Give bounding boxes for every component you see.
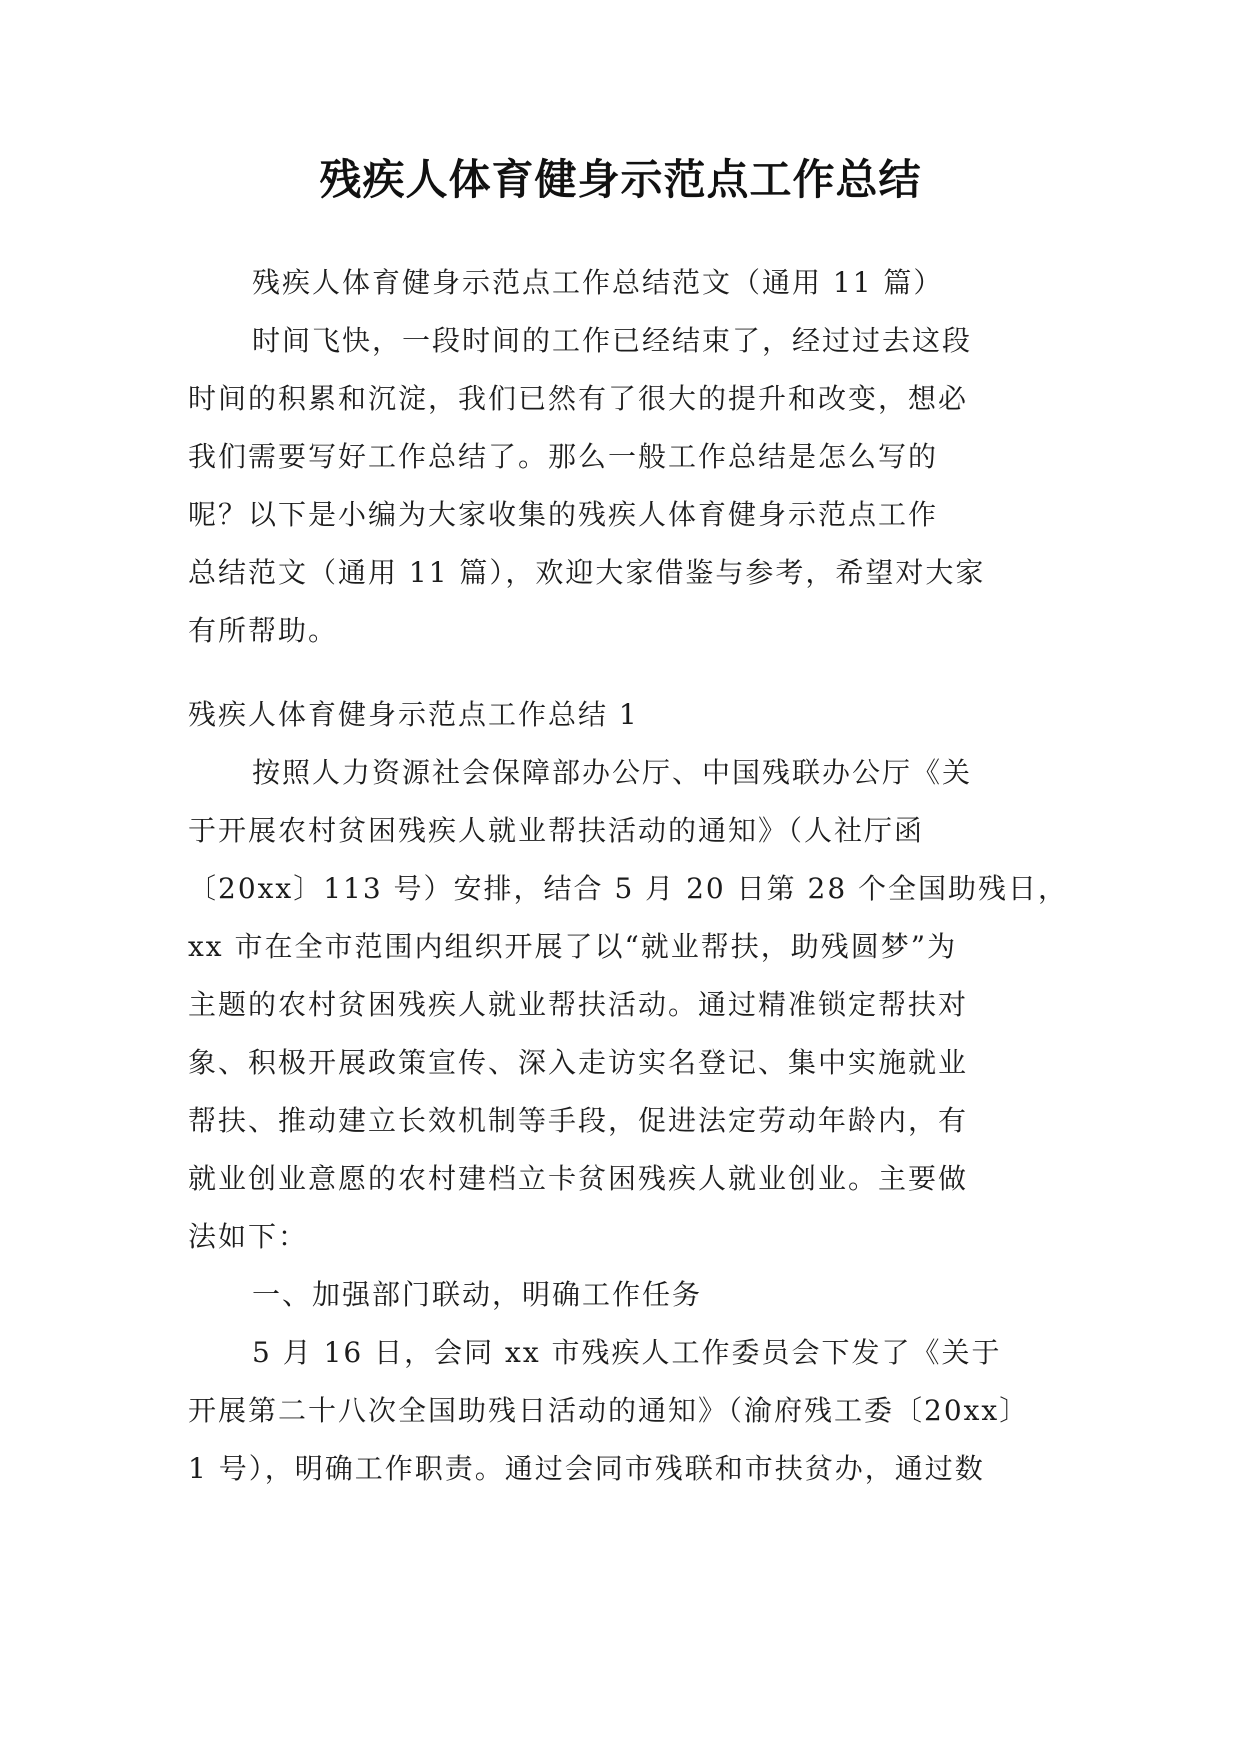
sub-line: 1 号），明确工作职责。通过会同市残联和市扶贫办，通过数: [188, 1452, 985, 1485]
intro-line: 我们需要写好工作总结了。那么一般工作总结是怎么写的: [188, 440, 939, 473]
section-line: xx 市在全市范围内组织开展了以“就业帮扶，助残圆梦”为: [188, 930, 958, 963]
document-title: 残疾人体育健身示范点工作总结: [319, 155, 922, 204]
subheading: 一、加强部门联动，明确工作任务: [252, 1278, 703, 1311]
intro-line: 时间飞快，一段时间的工作已经结束了，经过过去这段: [252, 324, 973, 357]
section-line: 主题的农村贫困残疾人就业帮扶活动。通过精准锁定帮扶对: [188, 988, 969, 1021]
intro-block: [188, 254, 1058, 660]
sub-line: 5 月 16 日，会同 xx 市残疾人工作委员会下发了《关于: [252, 1336, 1002, 1369]
intro-line: 总结范文（通用 11 篇），欢迎大家借鉴与参考，希望对大家: [188, 556, 986, 589]
section-line: 象、积极开展政策宣传、深入走访实名登记、集中实施就业: [188, 1046, 969, 1079]
section-line: 帮扶、推动建立长效机制等手段，促进法定劳动年龄内，有: [188, 1104, 969, 1137]
section-line: 〔20xx〕113 号）安排，结合 5 月 20 日第 28 个全国助残日，: [188, 872, 1069, 905]
intro-line: 时间的积累和沉淀，我们已然有了很大的提升和改变，想必: [188, 382, 969, 415]
section-block: [188, 686, 1069, 1498]
intro-line: 呢？以下是小编为大家收集的残疾人体育健身示范点工作: [188, 498, 939, 531]
section-line: 法如下：: [188, 1220, 309, 1253]
section-line: 就业创业意愿的农村建档立卡贫困残疾人就业创业。主要做: [188, 1162, 969, 1195]
section-line: 按照人力资源社会保障部办公厅、中国残联办公厅《关: [252, 756, 973, 789]
section-heading: 残疾人体育健身示范点工作总结 1: [188, 698, 639, 731]
intro-line: 残疾人体育健身示范点工作总结范文（通用 11 篇）: [252, 266, 944, 299]
section-line: 于开展农村贫困残疾人就业帮扶活动的通知》（人社厅函: [188, 814, 925, 847]
intro-line: 有所帮助。: [188, 614, 339, 647]
sub-line: 开展第二十八次全国助残日活动的通知》（渝府残工委〔20xx〕: [188, 1394, 1030, 1427]
